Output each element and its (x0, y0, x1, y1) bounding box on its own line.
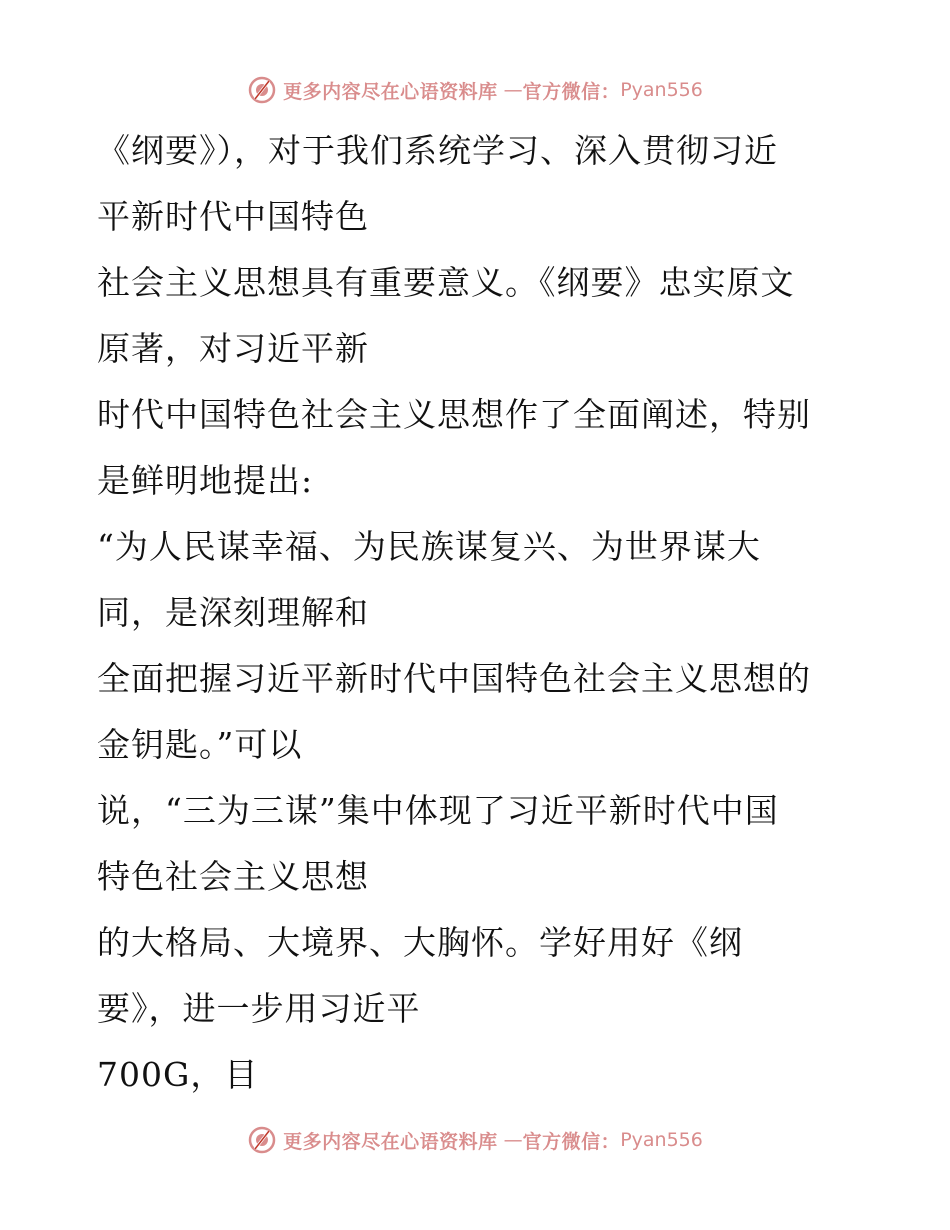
text-line: 说，“三为三谋”集中体现了习近平新时代中国 (97, 791, 779, 830)
text-line: 同，是深刻理解和 (97, 593, 369, 632)
watermark-separator: — (503, 79, 523, 101)
text-line: 特色社会主义思想 (97, 857, 369, 896)
document-body (97, 118, 837, 1108)
text-line: 是鲜明地提出: (97, 461, 314, 500)
watermark-wechat-label: 官方微信： (522, 1130, 621, 1153)
text-line: 平新时代中国特色 (97, 197, 369, 236)
text-line: 全面把握习近平新时代中国特色社会主义思想的 (97, 659, 811, 698)
pen-logo-icon (247, 1125, 277, 1155)
watermark-wechat-id: Pyan556 (620, 1129, 703, 1151)
text-line: 原著，对习近平新 (97, 329, 369, 368)
text-line: “为人民谋幸福、为民族谋复兴、为世界谋大 (97, 527, 761, 566)
text-line: 金钥匙。”可以 (97, 725, 303, 764)
text-line: 时代中国特色社会主义思想作了全面阐述，特别 (97, 395, 811, 434)
pen-logo-icon (247, 75, 277, 105)
text-line: 社会主义思想具有重要意义。《纲要》忠实原文 (97, 263, 795, 302)
text-line: 的大格局、大境界、大胸怀。学好用好《纲 (97, 923, 743, 962)
watermark-wechat-id: Pyan556 (620, 79, 703, 101)
text-line: 要》，进一步用习近平 (97, 989, 421, 1028)
watermark-brand: 更多内容尽在心语资料库 (283, 1130, 498, 1153)
text-line: 700G，目 (97, 1055, 259, 1094)
header-watermark (0, 70, 950, 110)
watermark-brand: 更多内容尽在心语资料库 (283, 80, 498, 103)
watermark-separator: — (503, 1129, 523, 1151)
footer-watermark (0, 1120, 950, 1160)
watermark-wechat-label: 官方微信： (522, 80, 621, 103)
text-line: 《纲要》），对于我们系统学习、深入贯彻习近 (97, 131, 778, 170)
